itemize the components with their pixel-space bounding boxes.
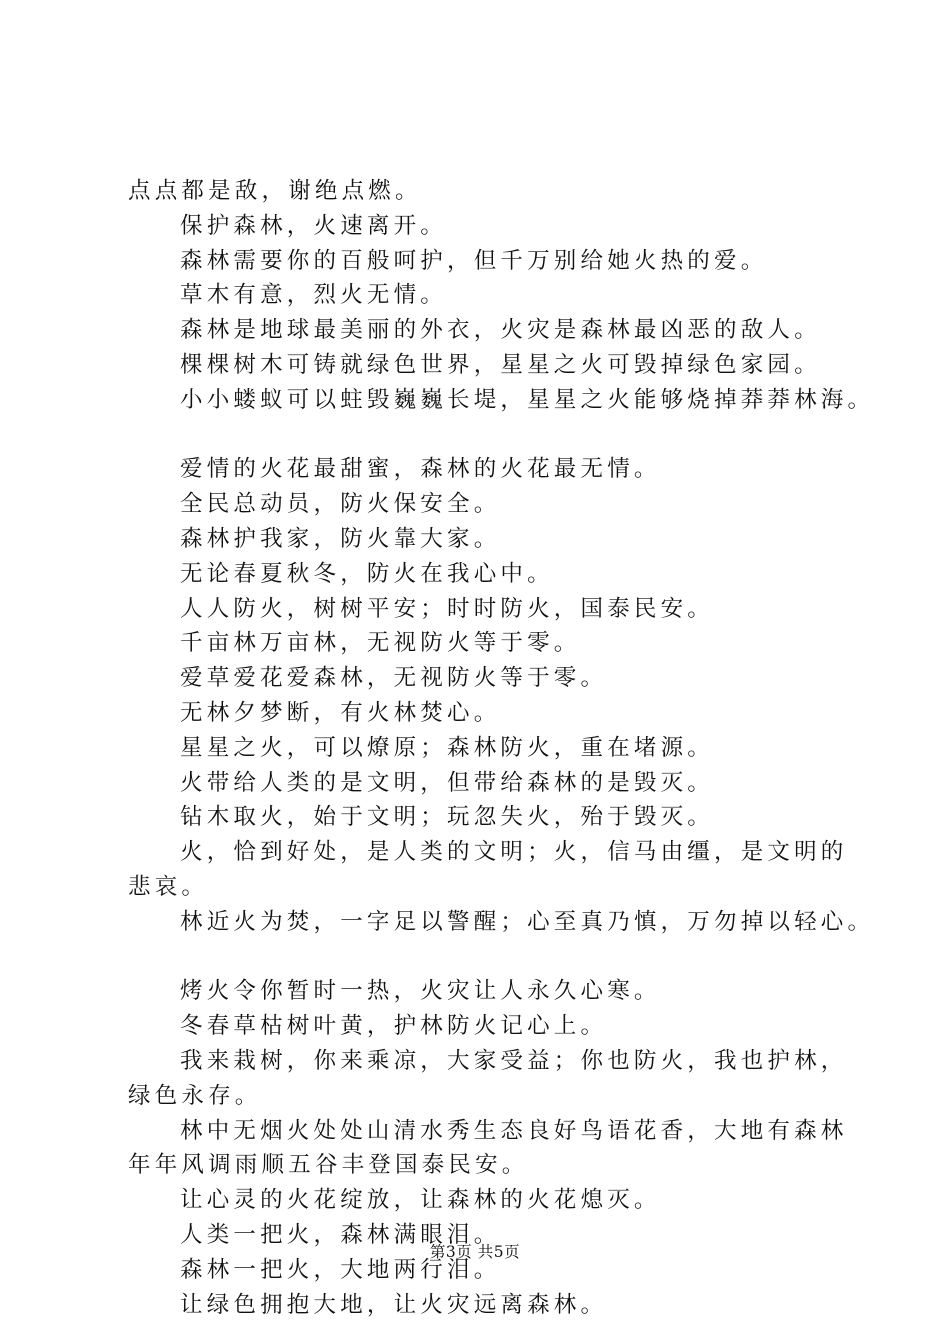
text-line: 点点都是敌，谢绝点燃。 xyxy=(128,178,422,204)
text-line: 火带给人类的是文明，但带给森林的是毁灭。 xyxy=(180,769,715,796)
text-line: 草木有意，烈火无情。 xyxy=(180,282,448,309)
text-line: 千亩林万亩林，无视防火等于零。 xyxy=(180,630,581,657)
text-line: 无论春夏秋冬，防火在我心中。 xyxy=(180,560,554,587)
blank-line xyxy=(128,940,848,975)
text-line: 星星之火，可以燎原；森林防火，重在堵源。 xyxy=(180,734,715,761)
blank-line xyxy=(128,418,848,453)
text-line: 人类一把火，森林满眼泪。 xyxy=(180,1221,501,1248)
text-line: 棵棵树木可铸就绿色世界，星星之火可毁掉绿色家园。 xyxy=(180,351,821,378)
text-line: 森林需要你的百般呵护，但千万别给她火热的爱。 xyxy=(180,247,768,274)
text-line: 让心灵的火花绽放，让森林的火花熄灭。 xyxy=(180,1187,661,1214)
text-line: 爱情的火花最甜蜜，森林的火花最无情。 xyxy=(180,456,661,483)
text-line: 人人防火，树树平安；时时防火，国泰民安。 xyxy=(180,595,715,622)
text-line: 绿色永存。 xyxy=(128,1082,262,1109)
text-line: 我来栽树，你来乘凉，大家受益；你也防火，我也护林， xyxy=(180,1047,848,1074)
text-line: 森林是地球最美丽的外衣，火灾是森林最凶恶的敌人。 xyxy=(180,317,821,344)
text-line: 保护森林，火速离开。 xyxy=(180,212,448,239)
text-line: 森林护我家，防火靠大家。 xyxy=(180,525,501,552)
text-line: 年年风调雨顺五谷丰登国泰民安。 xyxy=(128,1152,529,1179)
text-line: 无林夕梦断，有火林焚心。 xyxy=(180,699,501,726)
text-line: 林中无烟火处处山清水秀生态良好鸟语花香，大地有森林 xyxy=(180,1117,848,1144)
text-line: 悲哀。 xyxy=(128,873,209,900)
text-line: 森林一把火，大地两行泪。 xyxy=(180,1256,501,1283)
text-line: 烤火令你暂时一热，火灾让人永久心寒。 xyxy=(180,978,661,1005)
text-line: 爱草爱花爱森林，无视防火等于零。 xyxy=(180,665,608,692)
text-line: 全民总动员，防火保安全。 xyxy=(180,491,501,518)
text-line: 冬春草枯树叶黄，护林防火记心上。 xyxy=(180,1013,608,1040)
text-line: 林近火为焚，一字足以警醒；心至真乃慎，万勿掉以轻心。 xyxy=(180,908,875,935)
text-line: 让绿色拥抱大地，让火灾远离森林。 xyxy=(180,1291,608,1318)
document-body xyxy=(128,174,875,1322)
text-line: 钻木取火，始于文明；玩忽失火，殆于毁灭。 xyxy=(180,804,715,831)
page-number-footer: 第3页 共5页 xyxy=(429,1243,521,1261)
text-line: 小小蝼蚁可以蛀毁巍巍长堤，星星之火能够烧掉莽莽林海。 xyxy=(180,386,875,413)
text-line: 火，恰到好处，是人类的文明；火，信马由缰，是文明的 xyxy=(180,839,848,866)
